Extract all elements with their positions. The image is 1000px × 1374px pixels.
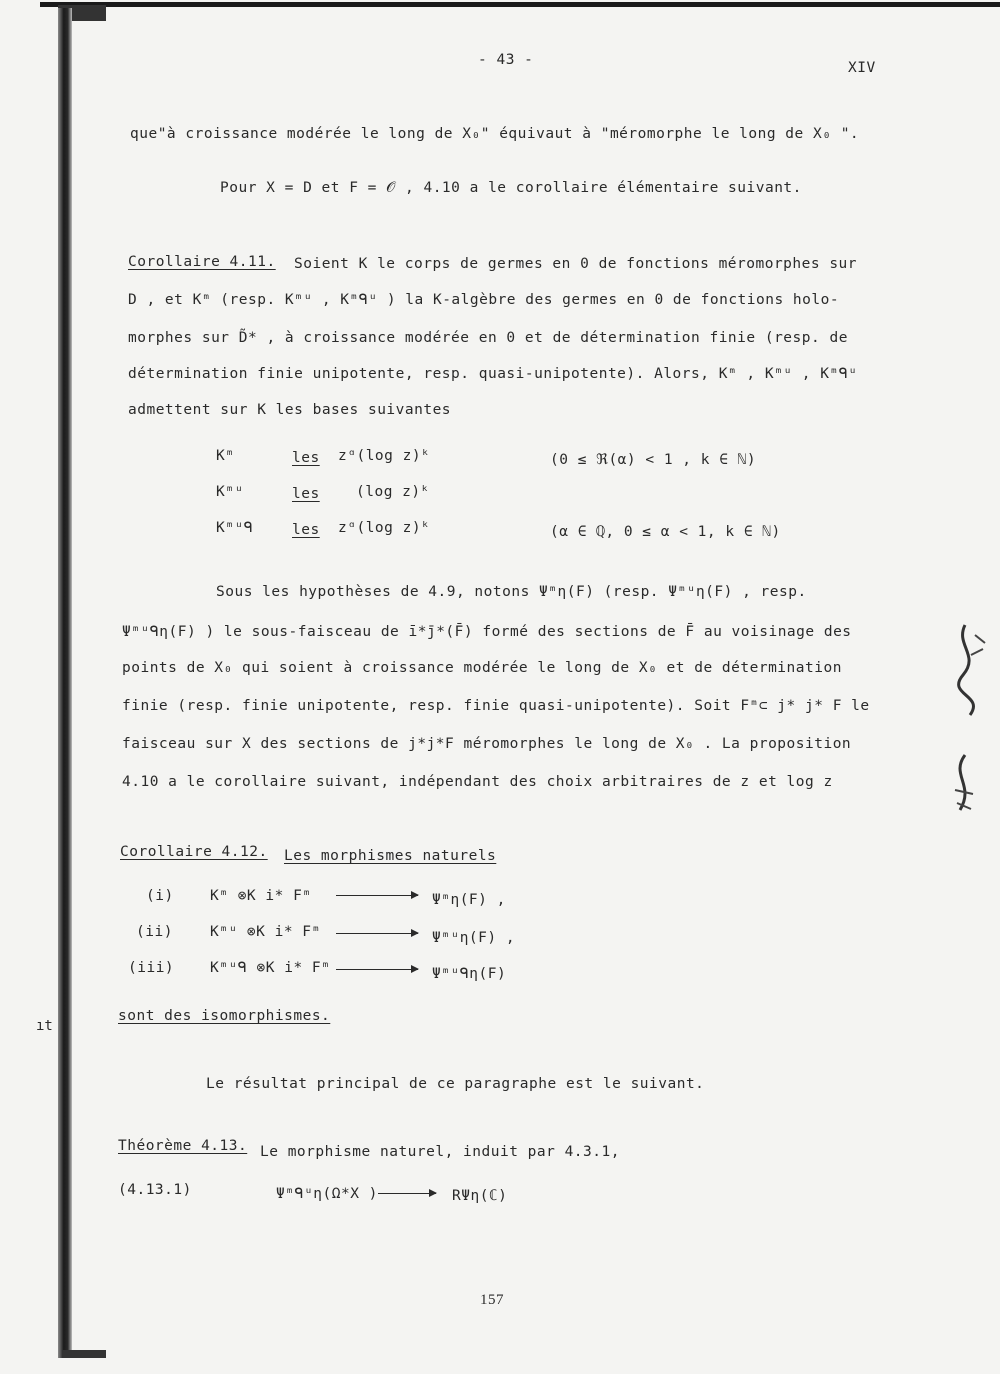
top-edge-rule bbox=[40, 2, 1000, 7]
corollary-4-11-line-1: Soient K le corps de germes en 0 de fonctions méromorphes sur bbox=[294, 256, 858, 272]
morphism-ii-rhs: Ψᵐᵘη(F) , bbox=[432, 930, 516, 946]
margin-handwriting bbox=[935, 615, 995, 825]
morphism-iii-arrow bbox=[330, 962, 424, 978]
equation-lhs: Ψᵐᑫᵘη(Ω*X ) bbox=[276, 1186, 378, 1202]
corollary-4-12-conclusion: sont des isomorphismes. bbox=[118, 1008, 331, 1024]
theorem-4-13-text: Le morphisme naturel, induit par 4.3.1, bbox=[260, 1144, 620, 1160]
morphism-ii-arrow bbox=[330, 926, 424, 942]
paragraph-line-3: points de X₀ qui soient à croissance modérée le long de X₀ et de détermination bbox=[122, 660, 842, 676]
morphism-i-lhs: Kᵐ ⊗K i* Fᵐ bbox=[210, 888, 312, 904]
morphism-i-tag: (i) bbox=[146, 888, 174, 904]
basis-condition-muq: (α ∈ ℚ, 0 ≤ α < 1, k ∈ ℕ) bbox=[550, 524, 781, 540]
basis-formula-mu: (log z)ᵏ bbox=[356, 484, 430, 500]
transition-sentence: Le résultat principal de ce paragraphe est le suivant. bbox=[206, 1076, 705, 1092]
basis-formula-muq: zᵅ(log z)ᵏ bbox=[338, 520, 431, 536]
corollary-4-12-label: Corollaire 4.12. bbox=[120, 844, 268, 860]
folio-number: 157 bbox=[480, 1292, 504, 1308]
basis-space-mu: Kᵐᵘ bbox=[216, 484, 244, 500]
theorem-4-13-label: Théorème 4.13. bbox=[118, 1138, 248, 1154]
corollary-4-11-line-3: morphes sur D̃* , à croissance modérée en 0 et de détermination finie (resp. de bbox=[128, 330, 848, 346]
corollary-4-11-line-2: D , et Kᵐ (resp. Kᵐᵘ , Kᵐᑫᵘ ) la K-algèbre des germes en 0 de fonctions holo- bbox=[128, 292, 840, 308]
morphism-iii-lhs: Kᵐᵘᑫ ⊗K i* Fᵐ bbox=[210, 960, 331, 976]
basis-space-m: Kᵐ bbox=[216, 448, 235, 464]
basis-formula-m: zᵅ(log z)ᵏ bbox=[338, 448, 431, 464]
equation-rhs: RΨη(ℂ) bbox=[452, 1188, 508, 1204]
left-margin-mark: ıt bbox=[36, 1018, 53, 1034]
chapter-number: XIV bbox=[848, 60, 876, 76]
paragraph-line-2: Ψᵐᵘᑫη(F) ) le sous-faisceau de ī*j̄*(F̄) formé des sections de F̄ au voisinage des bbox=[122, 624, 852, 640]
paragraph-line-4: finie (resp. finie unipotente, resp. finie quasi-unipotente). Soit Fᵐ⊂ j* j* F le bbox=[122, 698, 870, 714]
morphism-ii-tag: (ii) bbox=[136, 924, 173, 940]
corollary-4-12-title: Les morphismes naturels bbox=[284, 848, 497, 864]
morphism-ii-lhs: Kᵐᵘ ⊗K i* Fᵐ bbox=[210, 924, 321, 940]
equation-tag: (4.13.1) bbox=[118, 1182, 192, 1198]
morphism-i-rhs: Ψᵐη(F) , bbox=[432, 892, 506, 908]
basis-les-muq: les bbox=[292, 522, 320, 538]
basis-space-muq: Kᵐᵘᑫ bbox=[216, 520, 254, 536]
morphism-i-arrow bbox=[330, 888, 424, 904]
intro-line-1: que"à croissance modérée le long de X₀" équivaut à "méromorphe le long de X₀ ". bbox=[130, 126, 860, 142]
basis-les-mu: les bbox=[292, 486, 320, 502]
equation-arrow bbox=[372, 1186, 442, 1202]
paragraph-line-1: Sous les hypothèses de 4.9, notons Ψᵐη(F) (resp. Ψᵐᵘη(F) , resp. bbox=[216, 584, 807, 600]
corollary-4-11-label: Corollaire 4.11. bbox=[128, 254, 276, 270]
corollary-4-11-line-4: détermination finie unipotente, resp. quasi-unipotente). Alors, Kᵐ , Kᵐᵘ , Kᵐᑫᵘ bbox=[128, 366, 858, 382]
basis-condition-m: (0 ≤ ℜ(α) < 1 , k ∈ ℕ) bbox=[550, 452, 757, 468]
paragraph-line-5: faisceau sur X des sections de j*j*F méromorphes le long de X₀ . La proposition bbox=[122, 736, 852, 752]
corollary-4-11-line-5: admettent sur K les bases suivantes bbox=[128, 402, 452, 418]
basis-les-m: les bbox=[292, 450, 320, 466]
morphism-iii-rhs: Ψᵐᵘᑫη(F) bbox=[432, 966, 507, 982]
intro-line-2: Pour X = D et F = 𝒪 , 4.10 a le corollaire élémentaire suivant. bbox=[220, 180, 802, 196]
paragraph-line-6: 4.10 a le corollaire suivant, indépendant des choix arbitraires de z et log z bbox=[122, 774, 833, 790]
binding-edge bbox=[58, 8, 72, 1358]
page-number: - 43 - bbox=[478, 52, 534, 68]
binding-bottom-bar bbox=[62, 1350, 106, 1358]
morphism-iii-tag: (iii) bbox=[128, 960, 175, 976]
